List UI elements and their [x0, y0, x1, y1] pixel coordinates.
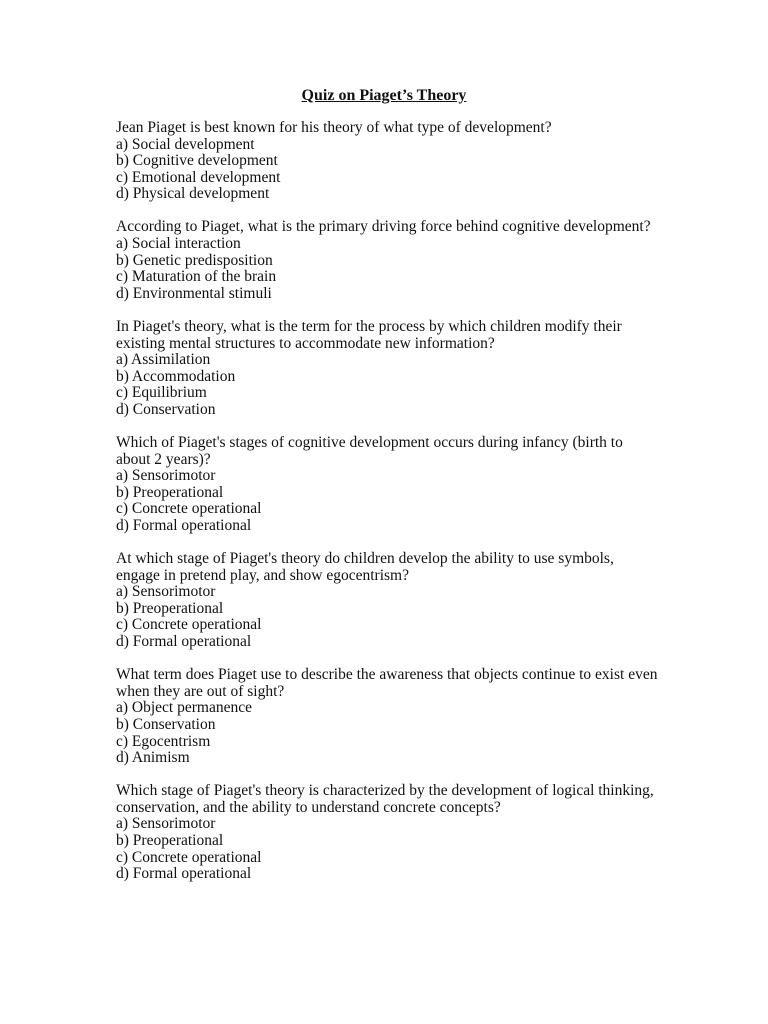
answer-option: d) Formal operational: [116, 633, 252, 651]
question-6: [116, 667, 661, 767]
answer-option: a) Object permanence: [116, 699, 252, 717]
answer-option: c) Concrete operational: [116, 616, 262, 634]
answer-option: d) Environmental stimuli: [116, 284, 272, 302]
answer-option: d) Conservation: [116, 400, 216, 418]
answer-option: b) Accommodation: [116, 367, 236, 385]
answer-option: c) Concrete operational: [116, 848, 262, 866]
answer-option: c) Egocentrism: [116, 732, 211, 750]
answer-option: b) Genetic predisposition: [116, 251, 273, 269]
question-text: In Piaget's theory, what is the term for the process by which children modify their existing mental structures to accommodate new information?: [116, 317, 622, 352]
question-text: Which of Piaget's stages of cognitive development occurs during infancy (birth to about 2 years)?: [116, 434, 623, 468]
answer-option: a) Social interaction: [116, 235, 241, 253]
question-text: At which stage of Piaget's theory do children develop the ability to use symbols, engage in pretend play, and show egocentrism?: [116, 550, 614, 584]
answer-option: c) Concrete operational: [116, 500, 262, 518]
answer-option: b) Preoperational: [116, 599, 224, 617]
answer-option: a) Sensorimotor: [116, 583, 216, 601]
question-list: [116, 120, 661, 899]
question-3: [116, 319, 661, 419]
answer-option: d) Formal operational: [116, 865, 252, 883]
answer-option: d) Physical development: [116, 185, 270, 203]
answer-option: b) Preoperational: [116, 831, 224, 849]
answer-option: b) Preoperational: [116, 483, 224, 501]
answer-option: d) Formal operational: [116, 516, 252, 534]
answer-option: d) Animism: [116, 749, 190, 767]
question-text: What term does Piaget use to describe the awareness that objects continue to exist even when they are out of sight?: [116, 666, 658, 700]
document-title: Quiz on Piaget’s Theory: [301, 87, 467, 104]
question-2: [116, 219, 661, 302]
answer-option: b) Conservation: [116, 715, 216, 733]
answer-option: a) Sensorimotor: [116, 815, 216, 833]
question-text: Jean Piaget is best known for his theory of what type of development?: [116, 119, 552, 136]
question-text: According to Piaget, what is the primary driving force behind cognitive development?: [116, 218, 651, 236]
answer-option: a) Sensorimotor: [116, 467, 216, 485]
question-1: [116, 120, 661, 203]
answer-option: c) Emotional development: [116, 168, 281, 186]
answer-option: c) Equilibrium: [116, 384, 207, 402]
answer-option: a) Social development: [116, 135, 255, 153]
question-text: Which stage of Piaget's theory is characterized by the development of logical thinking, conservation, and the ability to understand concrete concepts?: [116, 782, 654, 816]
answer-option: c) Maturation of the brain: [116, 268, 277, 286]
question-4: [116, 435, 661, 535]
answer-option: b) Cognitive development: [116, 152, 278, 170]
question-7: [116, 783, 661, 883]
question-5: [116, 551, 661, 651]
answer-option: a) Assimilation: [116, 351, 211, 369]
